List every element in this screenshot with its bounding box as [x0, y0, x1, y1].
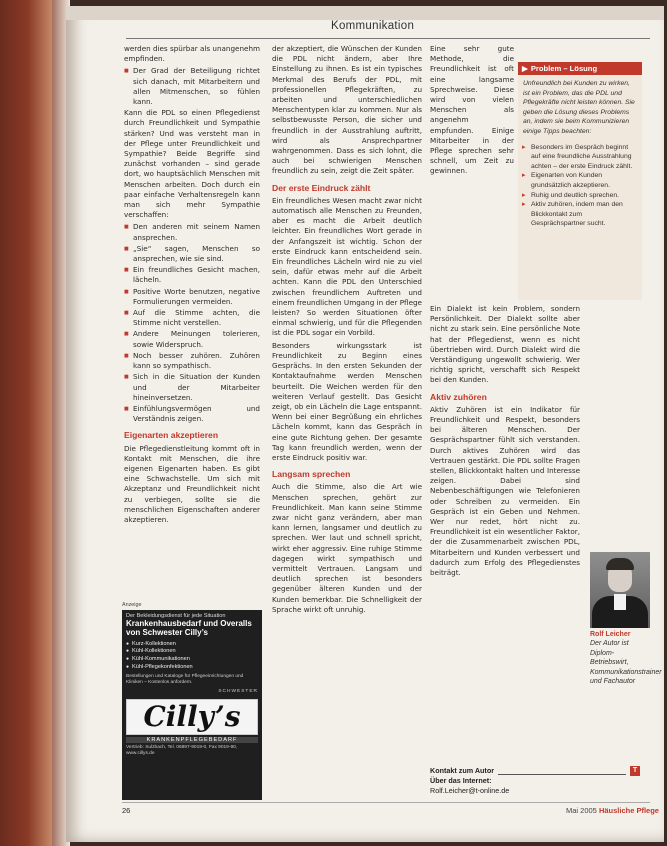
list-item: ▸ Aktiv zuhören, indem man den Blickkontakt zum Gesprächspartner sucht. [531, 200, 637, 229]
arrow-icon: ▶ [522, 64, 528, 73]
list-item: ■ Der Grad der Beteiligung richtet sich danach, mit Mitarbeitern und allen Mitmenschen, so fühlen kann. [133, 66, 260, 107]
list-item: ■ Den anderen mit seinem Namen ansprechen. [133, 222, 260, 242]
col2-para2: Ein freundliches Wesen macht zwar nicht automatisch alle Menschen zu Freunden, aber es macht die Arbeit deutlich leichter. Ein freundliches Wort gerade in der Anfangszeit ist wichtig. Schon der erste Eindruck kann entscheidend sein. Ein freundliches Lächeln wird nie zu viel sein, dafür etwas mehr auf die Arbeit achten. Kann die PDL den Unterschied zwischen freundlichem Auftreten und einem freundlichen Umgang in der Pflege leisten? So werden Situationen öfter einmal schwierig, und für die Pflegenden ist die PDL sogar ein Vorbild. [272, 195, 422, 338]
ad-list [126, 641, 258, 671]
advertisement [122, 602, 262, 800]
heading-langsam-sprechen: Langsam sprechen [272, 469, 351, 480]
col1-bullets2 [124, 222, 260, 424]
box-text: Unfreundlich bei Kunden zu wirken, ist ein Problem, das die PDL und Pflegekräfte nicht leisten können. Sie geben die Lösung dieses Problems an, indem sie beim Kommunizieren einige Tipps beachten: [523, 80, 635, 135]
ad-foot: Vertrieb: Sulzbach, Tel. 06897-9019-0, Fax 9019-90, www.cillys.de [126, 745, 238, 757]
column-2 [272, 44, 422, 617]
page-top-edge [66, 6, 664, 20]
page-number: 26 [122, 806, 131, 815]
list-item: ■ Sich in die Situation der Kunden und der Mitarbeiter hineinversetzen. [133, 372, 260, 403]
box-title-text: Problem – Lösung [530, 64, 598, 73]
list-item: ■ „Sie“ sagen, Menschen so ansprechen, wie sie sind. [133, 244, 260, 264]
ad-logo: Cilly’s [126, 699, 258, 735]
heading-eigenarten: Eigenarten akzeptieren [124, 430, 219, 441]
column-3-wide [430, 304, 580, 580]
contact-fill-line [498, 768, 626, 775]
col3-para1: Eine sehr gute Methode, die Freundlichkeit ist oft eine langsame Sprechweise. Diese wird von vielen Menschen als angenehm empfunden. Einige Mitarbeiter in der Pflege sprechen sehr schnell, um Zeit zu gewinnen. [430, 44, 514, 176]
list-item: ■ Andere Meinungen tolerieren, sowie Widerspruch. [133, 329, 260, 349]
col2-para1: der akzeptiert, die Wünschen der Kunden die PDL nicht ändern, aber Ihre Einstellung zu ihnen. Es ist ein typisches Merkmal des Berufs der PDL, mit professionellen Pflegekräften, zu arbeiten und unterschiedlichen Menschentypen klar zu kommen. Nur als selbstbewusste Person, die sicher und freundlich in der Ausstrahlung auftritt, wird als Ansprechpartner wahrgenommen. Dass es sich lohnt, die auch bei schwierigen Menschen freundlich zu sein, zeigt die Zeit später. [272, 44, 422, 176]
ad-kicker: Anzeige [122, 602, 142, 608]
ad-small: Bestellungen und Kataloge für Pflegeeinrichtungen und Kliniken – Kostenlos anfordern. [126, 674, 244, 686]
list-item: ▸ Eigenarten von Kunden grundsätzlich akzeptieren. [531, 171, 637, 190]
author-bio: Der Autor ist Diplom-Betriebswirt, Kommunikationstrainer und Fachautor [590, 640, 662, 686]
author-photo [590, 552, 650, 628]
col2-para4: Auch die Stimme, also die Art wie Menschen sprechen, gehört zur Freundlichkeit. Man kann seine Stimme zwar nicht ganz verändern, aber man kann lernen, langsamer und deutlich zu sprechen. Wer laut und schnell spricht, wirkt eher aggressiv. Eine ruhige Stimme dagegen wirkt sympathisch und vermittelt Vertrauen. Langsam und deutlich sprechen ist besonders gegenüber älteren Kunden und der Kunden bemerkbar. Die Schnelligkeit der Sprache wirkt oft unruhig. [272, 482, 422, 614]
list-item: ▸ Ruhig und deutlich sprechen. [531, 191, 637, 201]
section-header: Kommunikation [331, 20, 415, 32]
box-title [518, 62, 642, 75]
list-item: ● Kühl-Pflegekonfektionen [134, 664, 258, 672]
contact-internet: Über das Internet: [430, 776, 492, 785]
list-item: ■ Ein freundliches Gesicht machen, lächeln. [133, 265, 260, 285]
footer-issue [566, 806, 659, 815]
author-name: Rolf Leicher [590, 631, 631, 638]
col1-para: Kann die PDL so einen Pflegedienst durch Freundlichkeit und Sympathie stärken? Und was versteht man in der Pflege unter Freundlichkeit und Sympathie? Beide Begriffe sind zunächst vorhanden – sind gerade dort, wo hauptsächlich Menschen mit Menschen arbeiten. Doch durch ein paar einfache Verhaltensregeln kann man sich mehr Sympathie verschaffen: [124, 108, 260, 220]
ad-sub: KRANKENPFLEGEBEDARF [126, 737, 258, 743]
list-item: ■ Einfühlungsvermögen und Verständnis zeigen. [133, 404, 260, 424]
contact-line2 [430, 776, 640, 786]
book-spine [0, 0, 70, 846]
contact-email: Rolf.Leicher@t-online.de [430, 786, 510, 795]
photo-shirt [614, 594, 626, 610]
contact-block [430, 766, 640, 796]
contact-badge-icon: T [630, 766, 640, 776]
col2-para3: Besonders wirkungsstark ist Freundlichkeit zu Beginn eines Gesprächs. In den ersten Sekunden der Kontaktaufnahme werden Menschen beurteilt. Die Weichen werden für den weiteren Verlauf gestellt. Das Gesicht zeigt, ob ein Lächeln die Lage entspannt. Wenn bei einer Begrüßung ein ehrliches Lächeln kommt, kann das Gespräch in eine gute Richtung gehen. Der gesamte Tag kann freundlich werden, wenn der erste Eindruck positiv war. [272, 340, 422, 462]
photo-hair [606, 558, 634, 570]
list-item: ▸ Besonders im Gespräch beginnt auf eine freundliche Ausstrahlung achten – der erste Eindruck zählt. [531, 143, 637, 172]
contact-label: Kontakt zum Autor [430, 766, 495, 775]
ad-logo-top: SCHWESTER [218, 689, 258, 695]
list-item: ● Kühl-Kommunikationen [134, 656, 258, 664]
col3-para2: Ein Dialekt ist kein Problem, sondern Persönlichkeit. Der Dialekt sollte aber nicht zu stark sein. Eine persönliche Note hat der Pflegedienst, wenn es nicht übertrieben wird. Durch Dialekt wird die Verständigung ungewollt schwierig. Wer richtig spricht, verschafft sich Respekt bei den Kunden. [430, 304, 580, 385]
ad-box [122, 610, 262, 800]
list-item: ● Kühl-Kollektionen [134, 648, 258, 656]
column-1 [124, 44, 260, 527]
problem-solution-box [518, 62, 642, 300]
box-list [518, 143, 642, 229]
list-item: ■ Positive Worte benutzen, negative Formulierungen vermeiden. [133, 287, 260, 307]
footer-rule [122, 802, 650, 803]
column-3-narrow [430, 44, 514, 179]
footer-brand: Häusliche Pflege [598, 806, 659, 815]
header-rule [126, 38, 650, 39]
col3-para3: Aktiv Zuhören ist ein Indikator für Freundlichkeit und Respekt, besonders bei älteren Menschen. Der Gesprächspartner fühlt sich verstanden. Durch aktives Zuhören wird das Vertrauen gestärkt. Die PDL sollte Fragen stellen, Blickkontakt halten und Interesse zeigen. Dabei sind Nebenbeschäftigungen wie Telefonieren oder Schreiben zu vermeiden. Ein Gespräch ist ein Geben und Nehmen. Wer nur redet, hört nicht zu. Freundlichkeit ist ein wesentlicher Faktor, der die Zusammenarbeit zwischen PDL, Mitarbeitern und Kunden verbessert und dadurch zum Erfolg des Pflegedienstes beiträgt. [430, 404, 580, 578]
author-caption [590, 630, 662, 686]
col1-bullets1 [124, 66, 260, 107]
ad-headline: Krankenhausbedarf und Overalls von Schwester Cilly’s [126, 619, 252, 638]
heading-aktiv-zuhoeren: Aktiv zuhören [430, 391, 487, 402]
heading-erste-eindruck: Der erste Eindruck zählt [272, 182, 371, 193]
footer-date: Mai 2005 [566, 806, 597, 815]
col1-intro: werden dies spürbar als unangenehm empfinden. [124, 44, 261, 64]
list-item: ● Kurz-Kollektionen [134, 641, 258, 649]
list-item: ■ Auf die Stimme achten, die Stimme nicht verstellen. [133, 308, 260, 328]
col1-para2: Die Pflegedienstleitung kommt oft in Kontakt mit Menschen, die ihre eigenen Eigenarten haben. Es gibt eine Schwachstelle. Um sich mit Akzeptanz und Freundlichkeit nicht zu verbiegen, sollte sie die menschlichen Eigenschaften anderer akzeptieren. [124, 443, 260, 524]
ad-top: Der Bekleidungsdienst für jede Situation [126, 613, 226, 619]
contact-row [430, 766, 640, 776]
page [66, 6, 664, 842]
list-item: ■ Noch besser zuhören. Zuhören kann so sympathisch. [133, 351, 260, 371]
